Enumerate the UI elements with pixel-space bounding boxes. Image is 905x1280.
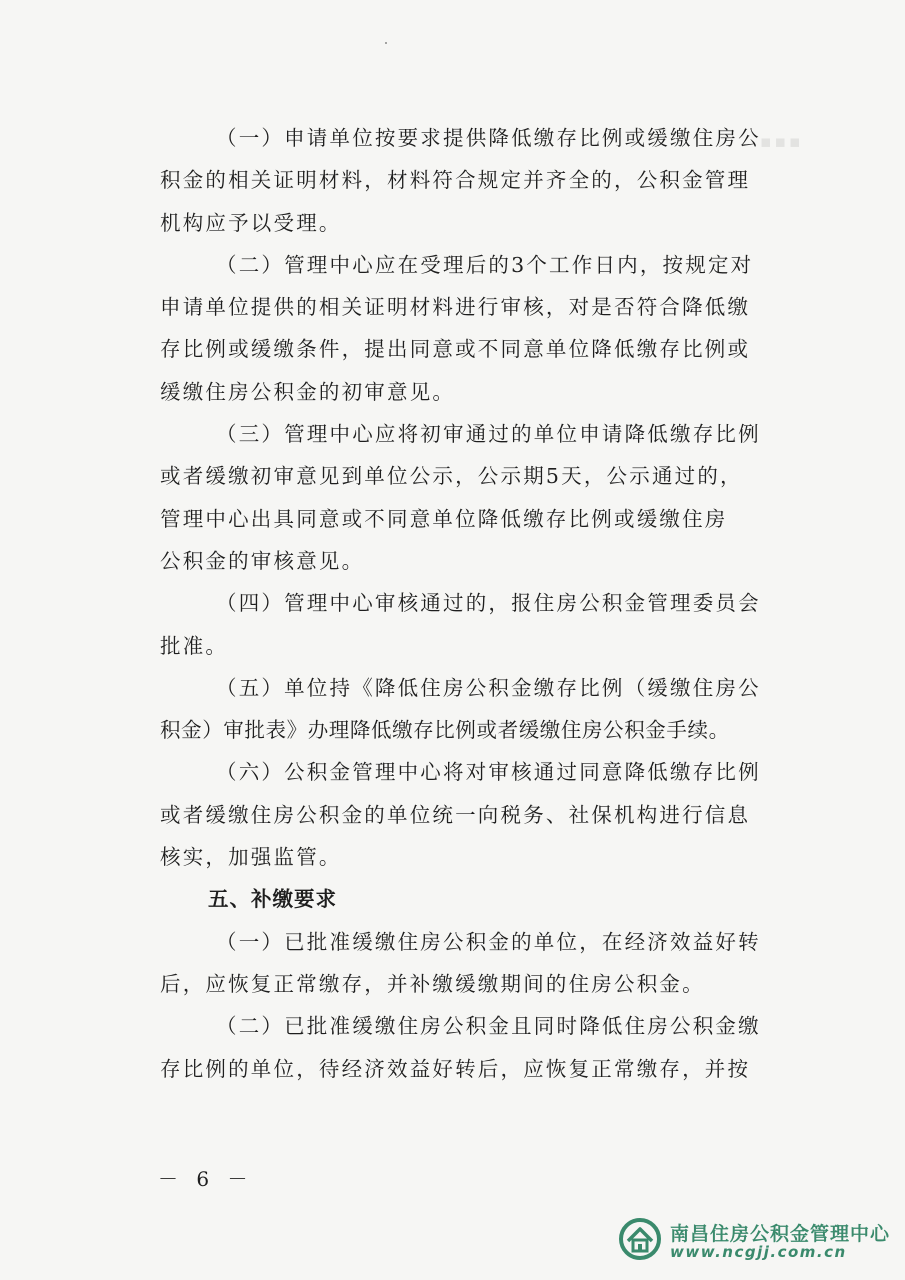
text-line: 或者缓缴住房公积金的单位统一向税务、社保机构进行信息 bbox=[160, 802, 751, 827]
text-line: （四）管理中心审核通过的，报住房公积金管理委员会 bbox=[216, 591, 761, 616]
scan-speck bbox=[385, 42, 387, 44]
text-line: （六）公积金管理中心将对审核通过同意降低缴存比例 bbox=[216, 760, 761, 785]
watermark-logo bbox=[618, 1217, 891, 1267]
text-line: （五）单位持《降低住房公积金缴存比例（缓缴住房公 bbox=[216, 675, 761, 700]
house-icon bbox=[618, 1217, 662, 1261]
text-line: （一）已批准缓缴住房公积金的单位，在经济效益好转 bbox=[216, 929, 761, 954]
text-line: 管理中心出具同意或不同意单位降低缴存比例或缓缴住房 bbox=[160, 506, 728, 531]
section-heading: 五、补缴要求 bbox=[208, 887, 337, 912]
org-url: www.ncgjj.com.cn bbox=[670, 1243, 847, 1261]
text-line: 申请单位提供的相关证明材料进行审核，对是否符合降低缴 bbox=[160, 295, 751, 320]
text-line: （二）管理中心应在受理后的3个工作日内，按规定对 bbox=[216, 252, 754, 277]
text-line: 存比例或缓缴条件，提出同意或不同意单位降低缴存比例或 bbox=[160, 337, 751, 362]
text-line: 后，应恢复正常缴存，并补缴缓缴期间的住房公积金。 bbox=[160, 971, 705, 996]
text-line: 批准。 bbox=[160, 633, 229, 658]
text-line: 存比例的单位，待经济效益好转后，应恢复正常缴存，并按 bbox=[160, 1056, 751, 1081]
text-line: 公积金的审核意见。 bbox=[160, 548, 365, 573]
text-line: 机构应予以受理。 bbox=[160, 210, 342, 235]
text-line: 或者缓缴初审意见到单位公示，公示期5天，公示通过的， bbox=[160, 464, 743, 489]
text-line: 核实，加强监管。 bbox=[160, 845, 342, 870]
text-line: （一）申请单位按要求提供降低缴存比例或缓缴住房公 bbox=[216, 126, 761, 150]
text-line: （二）已批准缓缴住房公积金且同时降低住房公积金缴 bbox=[216, 1014, 761, 1039]
text-line: 积金）审批表》办理降低缴存比例或者缓缴住房公积金手续。 bbox=[160, 718, 730, 743]
text-line: 积金的相关证明材料，材料符合规定并齐全的，公积金管理 bbox=[160, 168, 751, 193]
document-body bbox=[160, 117, 790, 1090]
page-number: － 6 － bbox=[158, 1167, 254, 1191]
bleed-through: ▪▪▪ bbox=[760, 132, 804, 152]
text-line: （三）管理中心应将初审通过的单位申请降低缴存比例 bbox=[216, 422, 761, 447]
text-line: 缓缴住房公积金的初审意见。 bbox=[160, 379, 456, 404]
org-name: 南昌住房公积金管理中心 bbox=[670, 1223, 891, 1245]
